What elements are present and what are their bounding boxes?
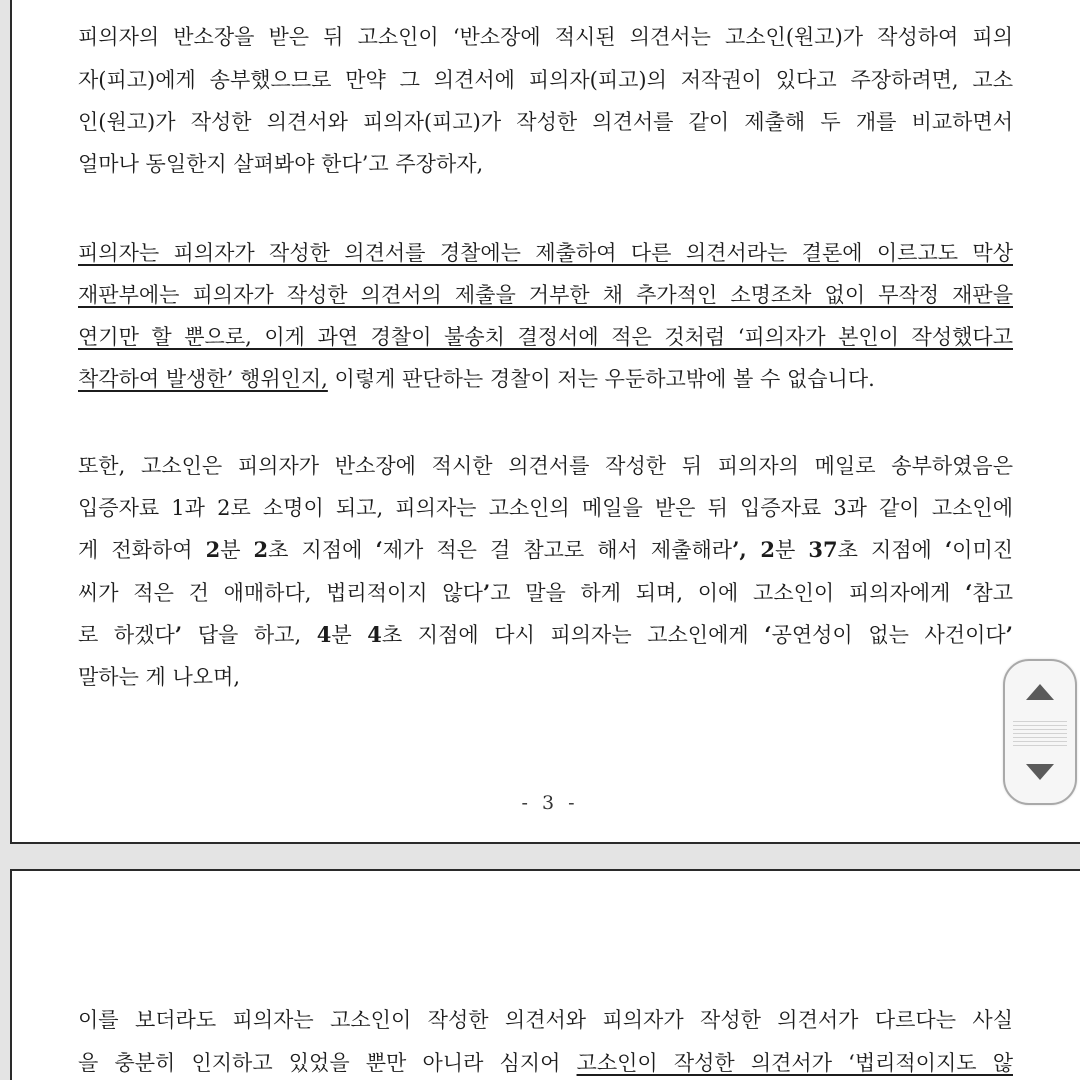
text-segment: 로 하겠다 bbox=[78, 623, 175, 647]
text-segment: 을 충분히 인지하고 있었을 뿐만 아니라 심지어 bbox=[78, 1051, 577, 1075]
text-line bbox=[78, 233, 1013, 273]
text-line bbox=[78, 275, 1013, 315]
text-segment: 씨가 적은 건 애매하다, 법리적이지 않다 bbox=[78, 581, 483, 605]
bold-text: ‘ bbox=[764, 622, 772, 647]
bold-text: ’ bbox=[1005, 622, 1013, 647]
text-line bbox=[78, 102, 1013, 142]
bold-text: ’, 2 bbox=[732, 537, 775, 562]
text-line bbox=[78, 615, 1013, 655]
underlined-text: 연기만 할 뿐으로, 이게 과연 경찰이 불송치 결정서에 적은 것처럼 ‘피의자가 본인이 작성했다고 bbox=[78, 325, 1013, 349]
bold-text: ‘ bbox=[375, 537, 383, 562]
text-line bbox=[78, 1043, 1013, 1080]
text-segment: 제가 적은 걸 참고로 해서 제출해라 bbox=[382, 538, 733, 562]
text-line bbox=[78, 359, 1013, 399]
text-line bbox=[78, 317, 1013, 357]
bold-text: ‘ bbox=[965, 580, 973, 605]
text-line bbox=[78, 144, 1013, 184]
bold-text: 4 bbox=[316, 622, 332, 647]
text-segment: 이미진 bbox=[952, 538, 1013, 562]
document-page-4 bbox=[10, 869, 1080, 1080]
text-line bbox=[78, 17, 1013, 57]
text-segment: 분 bbox=[775, 538, 809, 562]
page-scroll-control[interactable] bbox=[1003, 659, 1077, 805]
text-segment: 말하는 게 나오며, bbox=[78, 665, 241, 689]
scroll-up-button[interactable] bbox=[1005, 665, 1075, 719]
text-segment: 얼마나 동일한지 살펴봐야 한다’고 주장하자, bbox=[78, 152, 484, 176]
bold-text: 2 bbox=[205, 537, 221, 562]
text-segment: 자(피고)에게 송부했으므로 만약 그 의견서에 피의자(피고)의 저작권이 있다고 주장하려면, 고소 bbox=[78, 68, 1013, 92]
text-segment: 공연성이 없는 사건이다 bbox=[771, 623, 1006, 647]
text-line bbox=[78, 60, 1013, 100]
underlined-text: 피의자는 피의자가 작성한 의견서를 경찰에는 제출하여 다른 의견서라는 결론에 이르고도 막상 bbox=[78, 241, 1013, 265]
page-number: - 3 - bbox=[521, 792, 579, 814]
bold-text: ’ bbox=[174, 622, 183, 647]
text-segment: 이를 보더라도 피의자는 고소인이 작성한 의견서와 피의자가 작성한 의견서가 다르다는 사실 bbox=[78, 1008, 1013, 1032]
triangle-up-icon bbox=[1026, 684, 1054, 700]
text-segment: 초 지점에 bbox=[837, 538, 945, 562]
bold-text: 2 bbox=[253, 537, 269, 562]
bold-text: ‘ bbox=[944, 537, 953, 562]
text-segment: 고 말을 하게 되며, 이에 고소인이 피의자에게 bbox=[490, 581, 966, 605]
underlined-text: 재판부에는 피의자가 작성한 의견서의 제출을 거부한 채 추가적인 소명조차 없이 무작정 재판을 bbox=[78, 283, 1013, 307]
text-line bbox=[78, 1000, 1013, 1040]
text-line bbox=[78, 488, 1013, 528]
text-segment: 초 지점에 bbox=[268, 538, 376, 562]
text-segment: 게 전화하여 bbox=[78, 538, 206, 562]
underlined-text: 고소인이 작성한 의견서가 ‘법리적이지도 않 bbox=[576, 1051, 1013, 1075]
text-segment: 초 지점에 다시 피의자는 고소인에게 bbox=[381, 623, 765, 647]
text-segment: 참고 bbox=[972, 581, 1013, 605]
bold-text: 4 bbox=[367, 622, 382, 647]
text-line bbox=[78, 446, 1013, 486]
page-3-text-body bbox=[12, 0, 1080, 842]
scroll-grip[interactable] bbox=[1013, 721, 1067, 747]
text-segment: 답을 하고, bbox=[182, 623, 317, 647]
text-segment: 입증자료 1과 2로 소명이 되고, 피의자는 고소인의 메일을 받은 뒤 입증자료 3과 같이 고소인에 bbox=[78, 496, 1013, 520]
bold-text: ’ bbox=[482, 580, 491, 605]
text-line bbox=[78, 530, 1013, 570]
underlined-text: 착각하여 발생한’ 행위인지, bbox=[78, 367, 328, 391]
text-segment: 인(원고)가 작성한 의견서와 피의자(피고)가 작성한 의견서를 같이 제출해 두 개를 비교하면서 bbox=[78, 110, 1013, 134]
text-segment: 분 bbox=[220, 538, 254, 562]
bold-text: 37 bbox=[808, 537, 838, 562]
page-4-text-body bbox=[12, 871, 1080, 1080]
text-segment: 피의자의 반소장을 받은 뒤 고소인이 ‘반소장에 적시된 의견서는 고소인(원고)가 작성하여 피의 bbox=[78, 25, 1013, 49]
text-segment: 분 bbox=[331, 623, 368, 647]
document-page-3 bbox=[10, 0, 1080, 844]
text-segment: 또한, 고소인은 피의자가 반소장에 적시한 의견서를 작성한 뒤 피의자의 메일로 송부하였음은 bbox=[78, 454, 1013, 478]
text-line bbox=[78, 657, 1013, 697]
scroll-down-button[interactable] bbox=[1005, 745, 1075, 799]
triangle-down-icon bbox=[1026, 764, 1054, 780]
text-segment: 이렇게 판단하는 경찰이 저는 우둔하고밖에 볼 수 없습니다. bbox=[327, 367, 875, 391]
text-line bbox=[78, 573, 1013, 613]
